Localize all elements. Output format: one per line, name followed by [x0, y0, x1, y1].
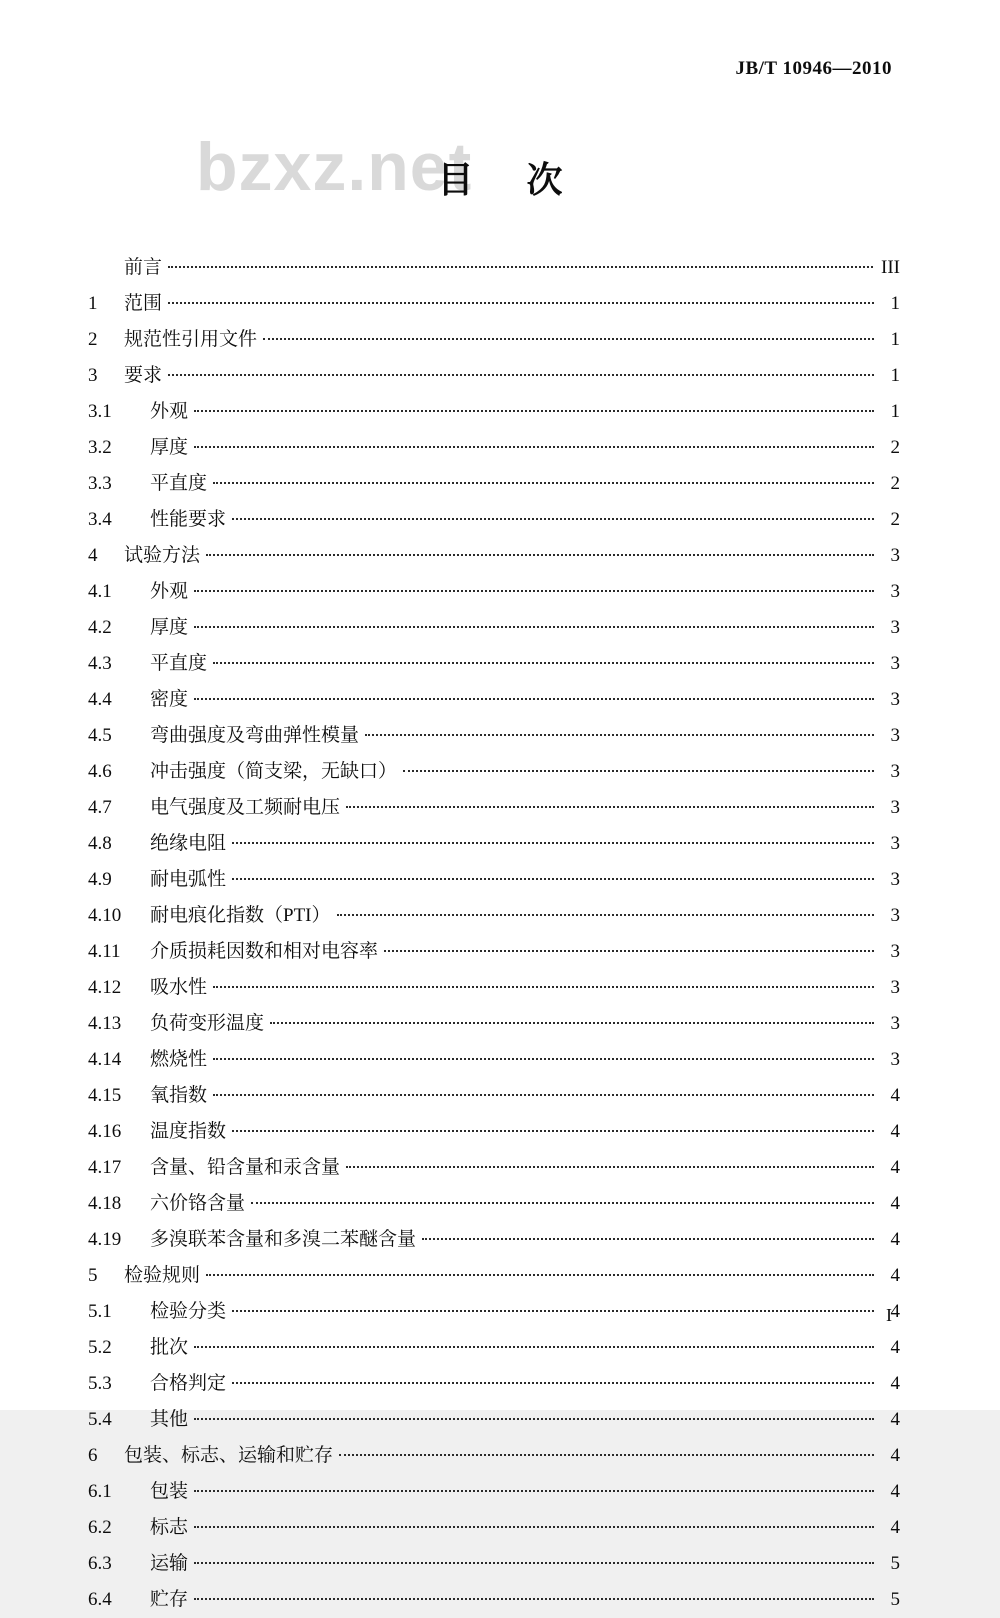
- toc-entry[interactable]: [88, 862, 900, 898]
- toc-entry-label: 冲击强度（简支梁，无缺口）: [150, 761, 398, 782]
- toc-entry-number: 1: [88, 293, 98, 314]
- toc-leader-dots: [263, 337, 874, 340]
- toc-leader-dots: [206, 553, 874, 556]
- toc-leader-dots: [194, 409, 874, 412]
- toc-leader-dots: [337, 913, 874, 916]
- page-title: 目 次: [437, 160, 585, 200]
- toc-entry[interactable]: [88, 1474, 900, 1510]
- toc-entry-number: 4.14: [88, 1049, 122, 1070]
- toc-entry-label: 含量、铅含量和汞含量: [150, 1157, 341, 1178]
- toc-entry-page: 4: [890, 1517, 900, 1538]
- toc-entry[interactable]: [88, 1114, 900, 1150]
- toc-leader-dots: [213, 985, 874, 988]
- toc-entry-label: 厚度: [150, 617, 189, 638]
- toc-entry-page: 1: [890, 401, 900, 422]
- toc-entry-label: 耐电弧性: [150, 869, 227, 890]
- toc-entry-page: 2: [890, 509, 900, 530]
- toc-entry-number: 3.2: [88, 437, 112, 458]
- toc-entry-label: 规范性引用文件: [124, 329, 258, 350]
- toc-entry-label: 温度指数: [150, 1121, 227, 1142]
- toc-leader-dots: [346, 805, 874, 808]
- toc-entry-page: 4: [890, 1481, 900, 1502]
- toc-entry-page: 3: [890, 833, 900, 854]
- toc-entry-label: 负荷变形温度: [150, 1013, 265, 1034]
- toc-leader-dots: [213, 1093, 874, 1096]
- toc-entry-page: 3: [890, 545, 900, 566]
- toc-entry-number: 3.4: [88, 509, 112, 530]
- toc-entry-page: 3: [890, 617, 900, 638]
- toc-entry-page: 4: [890, 1373, 900, 1394]
- toc-entry-label: 包装、标志、运输和贮存: [124, 1445, 334, 1466]
- toc-entry-page: 3: [890, 653, 900, 674]
- toc-leader-dots: [251, 1201, 874, 1204]
- toc-entry-label: 电气强度及工频耐电压: [150, 797, 341, 818]
- toc-entry-number: 2: [88, 329, 98, 350]
- toc-entry-number: 4.4: [88, 689, 112, 710]
- toc-entry-page: 5: [890, 1589, 900, 1610]
- toc-entry-page: 1: [890, 329, 900, 350]
- toc-entry-number: 4.2: [88, 617, 112, 638]
- toc-entry[interactable]: [88, 898, 900, 934]
- toc-entry-number: 4.13: [88, 1013, 122, 1034]
- toc-entry-number: 4.6: [88, 761, 112, 782]
- toc-entry[interactable]: [88, 322, 900, 358]
- toc-entry[interactable]: [88, 1438, 900, 1474]
- toc-leader-dots: [206, 1273, 874, 1276]
- toc-entry-label: 耐电痕化指数（PTI）: [150, 905, 331, 926]
- toc-entry[interactable]: [88, 358, 900, 394]
- toc-entry-page: III: [881, 257, 900, 278]
- toc-entry[interactable]: [88, 826, 900, 862]
- toc-entry-label: 平直度: [150, 473, 208, 494]
- toc-entry-page: 3: [890, 581, 900, 602]
- toc-entry-label: 前言: [124, 257, 163, 278]
- toc-leader-dots: [384, 949, 874, 952]
- table-of-contents: [88, 250, 900, 1618]
- toc-entry-number: 4.11: [88, 941, 121, 962]
- toc-entry-number: 3: [88, 365, 98, 386]
- toc-entry-label: 检验规则: [124, 1265, 201, 1286]
- toc-entry[interactable]: [88, 1222, 900, 1258]
- toc-entry-label: 试验方法: [124, 545, 201, 566]
- toc-entry[interactable]: [88, 1150, 900, 1186]
- toc-leader-dots: [194, 445, 874, 448]
- toc-leader-dots: [365, 733, 874, 736]
- toc-entry-page: 4: [890, 1409, 900, 1430]
- toc-entry[interactable]: [88, 466, 900, 502]
- toc-entry-number: 4.18: [88, 1193, 122, 1214]
- toc-leader-dots: [194, 625, 874, 628]
- toc-entry-number: 4: [88, 545, 98, 566]
- toc-entry-page: 5: [890, 1553, 900, 1574]
- toc-entry-page: 3: [890, 689, 900, 710]
- toc-entry-number: 4.12: [88, 977, 122, 998]
- toc-entry-page: 3: [890, 905, 900, 926]
- toc-entry-page: 4: [890, 1337, 900, 1358]
- toc-entry-page: 3: [890, 869, 900, 890]
- toc-leader-dots: [194, 589, 874, 592]
- toc-entry-label: 包装: [150, 1481, 189, 1502]
- toc-leader-dots: [194, 1561, 874, 1564]
- toc-entry-label: 介质损耗因数和相对电容率: [150, 941, 379, 962]
- toc-entry-number: 4.5: [88, 725, 112, 746]
- toc-entry-number: 6: [88, 1445, 98, 1466]
- toc-entry-label: 其他: [150, 1409, 189, 1430]
- toc-entry-label: 燃烧性: [150, 1049, 208, 1070]
- toc-entry-page: 3: [890, 977, 900, 998]
- toc-entry[interactable]: [88, 1042, 900, 1078]
- toc-entry[interactable]: [88, 1330, 900, 1366]
- toc-entry[interactable]: [88, 1582, 900, 1618]
- toc-entry-label: 范围: [124, 293, 163, 314]
- toc-entry-number: 5.4: [88, 1409, 112, 1430]
- toc-entry-number: 6.2: [88, 1517, 112, 1538]
- toc-entry[interactable]: [88, 502, 900, 538]
- toc-entry-label: 检验分类: [150, 1301, 227, 1322]
- toc-entry[interactable]: [88, 646, 900, 682]
- toc-entry-label: 批次: [150, 1337, 189, 1358]
- toc-entry-number: 6.4: [88, 1589, 112, 1610]
- toc-entry-page: 3: [890, 1013, 900, 1034]
- toc-entry[interactable]: [88, 1006, 900, 1042]
- toc-entry-label: 性能要求: [150, 509, 227, 530]
- toc-entry-number: 3.1: [88, 401, 112, 422]
- toc-entry-page: 3: [890, 725, 900, 746]
- toc-entry-label: 六价铬含量: [150, 1193, 246, 1214]
- toc-entry-number: 5.3: [88, 1373, 112, 1394]
- toc-entry[interactable]: [88, 970, 900, 1006]
- toc-entry[interactable]: [88, 1186, 900, 1222]
- toc-entry-number: 4.1: [88, 581, 112, 602]
- toc-entry[interactable]: [88, 1294, 900, 1330]
- toc-entry-page: 2: [890, 473, 900, 494]
- toc-entry[interactable]: [88, 718, 900, 754]
- toc-entry[interactable]: [88, 754, 900, 790]
- toc-entry-number: 4.16: [88, 1121, 122, 1142]
- toc-entry-number: 4.19: [88, 1229, 122, 1250]
- toc-leader-dots: [232, 877, 874, 880]
- toc-leader-dots: [194, 1417, 874, 1420]
- watermark-text: bzxz.net: [196, 129, 473, 205]
- toc-entry-page: 1: [890, 293, 900, 314]
- toc-leader-dots: [168, 373, 874, 376]
- toc-leader-dots: [232, 517, 874, 520]
- toc-entry-label: 合格判定: [150, 1373, 227, 1394]
- toc-entry-number: 5.2: [88, 1337, 112, 1358]
- toc-leader-dots: [213, 1057, 874, 1060]
- toc-entry[interactable]: [88, 1366, 900, 1402]
- toc-leader-dots: [346, 1165, 874, 1168]
- toc-leader-dots: [232, 841, 874, 844]
- toc-leader-dots: [403, 769, 874, 772]
- toc-leader-dots: [232, 1381, 874, 1384]
- toc-entry-label: 要求: [124, 365, 163, 386]
- toc-entry[interactable]: [88, 250, 900, 286]
- toc-entry-page: 3: [890, 941, 900, 962]
- toc-entry[interactable]: [88, 1510, 900, 1546]
- toc-entry[interactable]: [88, 1078, 900, 1114]
- toc-leader-dots: [213, 481, 874, 484]
- toc-entry[interactable]: [88, 1258, 900, 1294]
- toc-leader-dots: [194, 1345, 874, 1348]
- toc-leader-dots: [194, 1597, 874, 1600]
- toc-entry-page: 4: [890, 1121, 900, 1142]
- toc-entry-number: 5: [88, 1265, 98, 1286]
- toc-entry[interactable]: [88, 1546, 900, 1582]
- toc-leader-dots: [270, 1021, 874, 1024]
- toc-entry-number: 4.17: [88, 1157, 122, 1178]
- toc-entry-number: 4.3: [88, 653, 112, 674]
- toc-leader-dots: [339, 1453, 874, 1456]
- toc-entry-number: 4.9: [88, 869, 112, 890]
- toc-entry-label: 密度: [150, 689, 189, 710]
- toc-entry[interactable]: [88, 286, 900, 322]
- toc-entry-label: 标志: [150, 1517, 189, 1538]
- toc-leader-dots: [232, 1309, 874, 1312]
- toc-entry-label: 多溴联苯含量和多溴二苯醚含量: [150, 1229, 417, 1250]
- toc-entry-page: 4: [890, 1229, 900, 1250]
- toc-entry-label: 吸水性: [150, 977, 208, 998]
- toc-entry-number: 4.8: [88, 833, 112, 854]
- toc-entry[interactable]: [88, 538, 900, 574]
- toc-entry[interactable]: [88, 1402, 900, 1438]
- toc-entry-number: 4.7: [88, 797, 112, 818]
- footer-page-number: I: [886, 1305, 892, 1325]
- toc-entry-label: 弯曲强度及弯曲弹性模量: [150, 725, 360, 746]
- toc-entry[interactable]: [88, 790, 900, 826]
- toc-entry-page: 2: [890, 437, 900, 458]
- toc-entry-page: 4: [890, 1301, 900, 1322]
- toc-entry-page: 4: [890, 1085, 900, 1106]
- toc-entry-number: 3.3: [88, 473, 112, 494]
- toc-entry-page: 3: [890, 797, 900, 818]
- toc-leader-dots: [422, 1237, 874, 1240]
- standard-code-header: JB/T 10946—2010: [735, 58, 892, 79]
- toc-leader-dots: [168, 265, 873, 268]
- toc-leader-dots: [213, 661, 874, 664]
- toc-entry-label: 外观: [150, 401, 189, 422]
- toc-entry-label: 绝缘电阻: [150, 833, 227, 854]
- toc-entry-page: 4: [890, 1193, 900, 1214]
- toc-entry-page: 4: [890, 1157, 900, 1178]
- toc-leader-dots: [194, 1525, 874, 1528]
- toc-entry-page: 1: [890, 365, 900, 386]
- toc-leader-dots: [168, 301, 874, 304]
- toc-entry-page: 4: [890, 1445, 900, 1466]
- toc-entry-label: 外观: [150, 581, 189, 602]
- toc-entry-number: 4.15: [88, 1085, 122, 1106]
- toc-leader-dots: [194, 697, 874, 700]
- toc-entry[interactable]: [88, 934, 900, 970]
- toc-entry-page: 4: [890, 1265, 900, 1286]
- toc-entry-label: 贮存: [150, 1589, 189, 1610]
- toc-leader-dots: [194, 1489, 874, 1492]
- toc-entry-number: 6.1: [88, 1481, 112, 1502]
- toc-entry[interactable]: [88, 610, 900, 646]
- toc-entry[interactable]: [88, 574, 900, 610]
- toc-entry-label: 氧指数: [150, 1085, 208, 1106]
- toc-entry-page: 3: [890, 761, 900, 782]
- toc-entry[interactable]: [88, 682, 900, 718]
- toc-entry-label: 运输: [150, 1553, 189, 1574]
- toc-entry-number: 5.1: [88, 1301, 112, 1322]
- toc-entry-number: 4.10: [88, 905, 122, 926]
- toc-leader-dots: [232, 1129, 874, 1132]
- toc-entry-label: 厚度: [150, 437, 189, 458]
- toc-entry-page: 3: [890, 1049, 900, 1070]
- toc-entry[interactable]: [88, 430, 900, 466]
- toc-entry-number: 6.3: [88, 1553, 112, 1574]
- toc-entry[interactable]: [88, 394, 900, 430]
- toc-entry-label: 平直度: [150, 653, 208, 674]
